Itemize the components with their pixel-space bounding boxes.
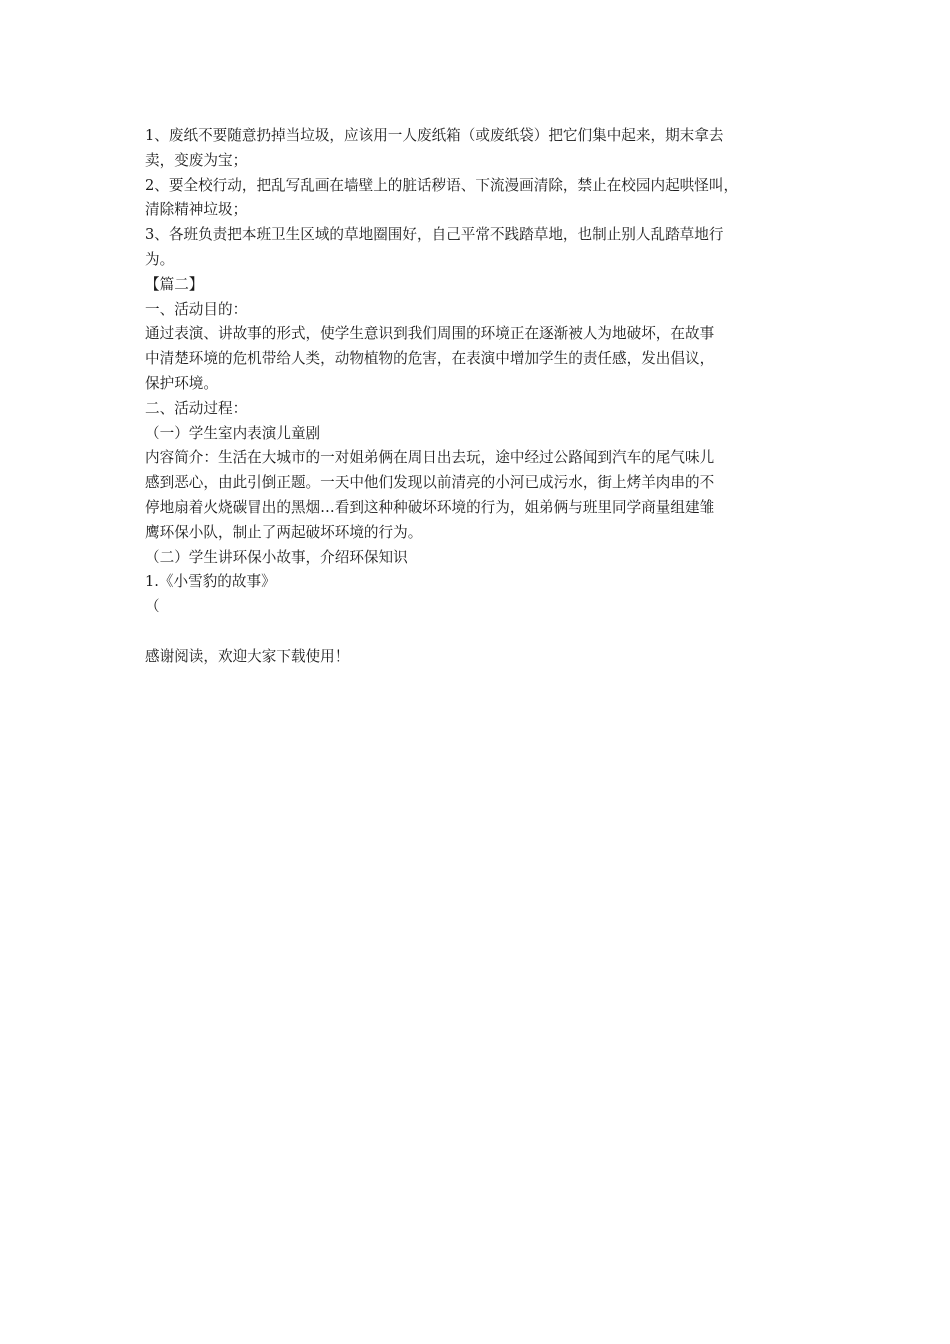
text-line: 1、废纸不要随意扔掉当垃圾，应该用一人废纸箱（或废纸袋）把它们集中起来，期末拿去 (145, 127, 724, 144)
subheading: （一）学生室内表演儿童剧 (145, 424, 321, 442)
text-line: 停地扇着火烧碳冒出的黑烟…看到这种种破坏环境的行为，姐弟俩与班里同学商量组建雏 (145, 498, 715, 516)
text-line: 清除精神垃圾； (145, 201, 248, 219)
text-line: 鹰环保小队，制止了两起破坏环境的行为。 (145, 523, 423, 541)
text-line: 中清楚环境的危机带给人类，动物植物的危害，在表演中增加学生的责任感，发出倡议， (145, 350, 715, 368)
text-line: （ (145, 598, 160, 616)
text-line: 2、要全校行动，把乱写乱画在墙壁上的脏话秽语、下流漫画清除，禁止在校园内起哄怪叫， (145, 176, 739, 194)
text-line: 通过表演、讲故事的形式，使学生意识到我们周围的环境正在逐渐被人为地破坏，在故事 (145, 325, 715, 343)
text-line: 内容简介：生活在大城市的一对姐弟俩在周日出去玩，途中经过公路闻到汽车的尾气味儿 (145, 449, 715, 467)
subheading: （二）学生讲环保小故事，介绍环保知识 (145, 548, 408, 566)
text-line: 感到恶心，由此引倒正题。一天中他们发现以前清亮的小河已成污水，街上烤羊肉串的不 (145, 474, 715, 492)
blank-line (145, 620, 820, 645)
subheading: 二、活动过程： (145, 399, 248, 417)
text-line: 1.《小雪豹的故事》 (145, 573, 276, 591)
text-line: 3、各班负责把本班卫生区域的草地圈围好，自己平常不践踏草地，也制止别人乱踏草地行 (145, 226, 724, 244)
subheading: 一、活动目的： (145, 300, 248, 318)
closing-text: 感谢阅读，欢迎大家下载使用！ (145, 647, 350, 665)
document-body (145, 124, 820, 670)
text-line: 为。 (145, 250, 175, 268)
text-line: 卖，变废为宝； (145, 151, 248, 169)
section-heading: 【篇二】 (145, 275, 204, 293)
text-line: 保护环境。 (145, 374, 218, 392)
